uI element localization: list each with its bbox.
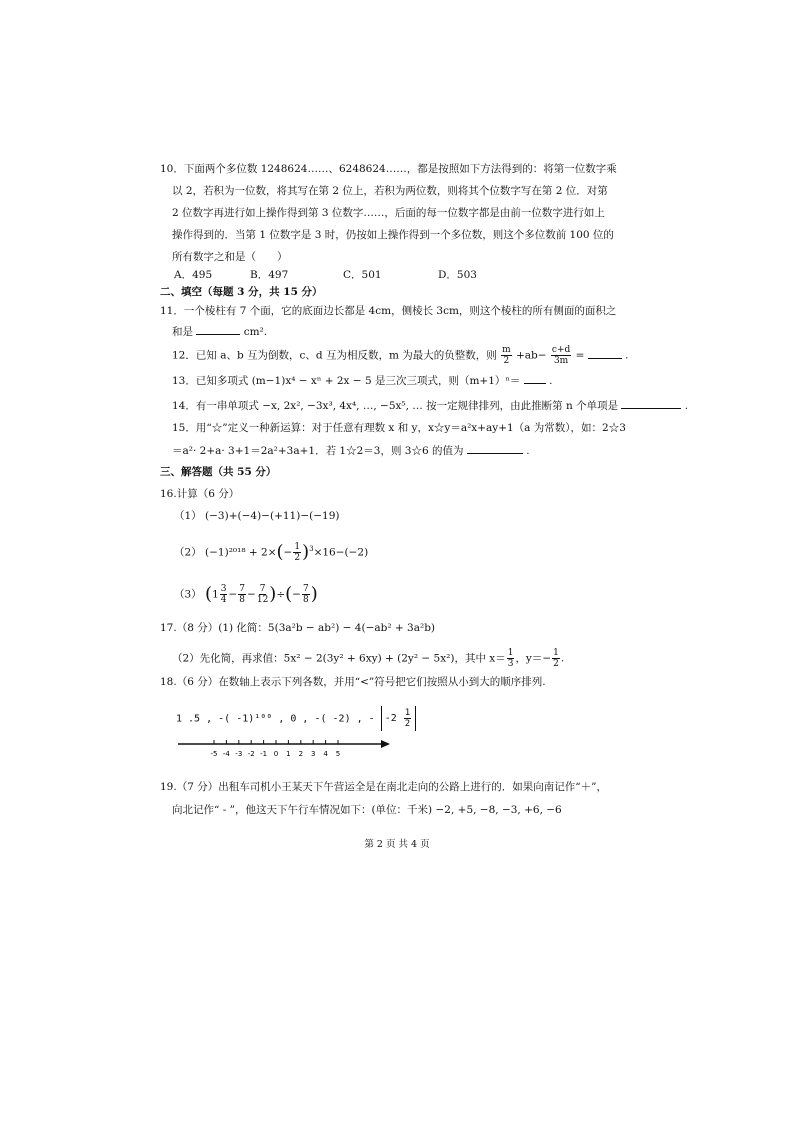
number-line [176, 736, 392, 762]
q17-text-c: . [560, 652, 565, 665]
number-line-tick-label: 4 [323, 750, 328, 758]
q11-answer-blank[interactable] [196, 324, 240, 335]
q17-y-den: 2 [553, 659, 559, 669]
q17-text-b: ，y＝− [515, 652, 552, 665]
q14-line [172, 398, 688, 414]
q10-line-2: 以 2，若积为一位数，将其写在第 2 位上，若积为两位数，则将其个位数字写在第 2 位．对第 [172, 185, 608, 197]
q10-line-4: 操作得到的．当第 1 位数字是 3 时，仍按如上操作得到一个多位数，则这个多位数前 100 位的 [172, 229, 614, 241]
number-line-tick-label: 3 [310, 750, 316, 758]
q11-line-2 [172, 324, 267, 340]
number-line-tick-label: 5 [335, 750, 341, 758]
q12-text-pre: 12．已知 a、b 互为倒数，c、d 互为相反数，m 为最大的负整数，则 [172, 349, 497, 362]
q18-absolute-value [381, 706, 417, 731]
q11-text-b: cm². [243, 326, 268, 338]
q16-p1-expr: (−3)+(−4)−(+11)−(−19) [205, 510, 340, 522]
number-line-tick-label: 2 [298, 750, 304, 758]
q16-p3-label: （3） [174, 588, 202, 601]
number-line-tick-label: 1 [286, 750, 291, 758]
q16-p3-f1-den: 4 [220, 595, 227, 605]
q18-abs-num: 1 [404, 708, 411, 718]
section-3-heading: 三、解答题（共 55 分） [160, 466, 277, 478]
q16-p2-fraction [293, 542, 301, 563]
page-footer: 第 2 页 共 4 页 [364, 839, 430, 850]
number-line-tick-label: -3 [235, 750, 243, 758]
q16-p3-frac-3 [257, 584, 268, 605]
q12-answer-blank[interactable] [588, 348, 622, 359]
q17-y-fraction [552, 648, 560, 669]
q17-y-num: 1 [553, 648, 559, 658]
q16-p1-label: （1） [174, 510, 202, 522]
number-line-tick-label: -2 [247, 750, 255, 758]
q16-part-1 [174, 508, 339, 524]
q16-p3-f4-den: 8 [302, 595, 309, 605]
q13-text-end: . [549, 375, 553, 387]
q16-p2-num: 1 [294, 542, 301, 552]
q18-abs-den: 2 [404, 719, 411, 729]
q17-line-1: 17.（8 分）(1) 化简：5(3a²b − ab²) − 4(−ab² + 3a²b) [160, 622, 436, 634]
q10-line-3: 2 位数字再进行如上操作得到第 3 位数字……，后面的每一位数字都是由前一位数字进行如上 [172, 207, 605, 219]
q18-numbers [176, 706, 416, 731]
q10-option-a: A．495 [174, 269, 213, 281]
q17-x-den: 3 [507, 659, 514, 669]
q12-f1-den: 2 [503, 356, 510, 366]
q10-line-1: 10．下面两个多位数 1248624……、6248624……，都是按照如下方法得到的：将第一位数字乘 [160, 163, 617, 175]
q16-p3-f3-num: 7 [259, 584, 266, 594]
q14-text: 14．有一串单项式 −x, 2x², −3x³, 4x⁴, …, −5x⁵, … 按一定规律排列，由此推断第 n 个单项是 [172, 400, 619, 412]
number-line-tick-label: -1 [260, 750, 268, 758]
q18-number-list: 1 .5 , -( -1)¹⁰⁰ , 0 , -( -2) , - [176, 713, 381, 725]
q12-text-mid: +ab− [516, 349, 547, 362]
q17-line-2 [172, 648, 564, 669]
q12-fraction-2 [551, 345, 571, 366]
q18-line-1: 18.（6 分）在数轴上表示下列各数，并用“<”符号把它们按照从小到大的顺序排列. [160, 676, 546, 688]
q15-answer-blank[interactable] [467, 443, 523, 454]
q16-p3-frac-4 [302, 584, 310, 605]
number-line-ticks [211, 740, 341, 758]
q16-p3-f2-num: 7 [239, 584, 246, 594]
q17-x-num: 1 [507, 648, 514, 658]
q12-text-end: . [625, 349, 629, 362]
q12-fraction-1 [501, 345, 512, 366]
q15-line-2 [172, 443, 530, 459]
q13-answer-blank[interactable] [524, 373, 546, 384]
q16-p2-expr-b: ×16−(−2) [313, 546, 369, 559]
q18-abs-fraction [404, 708, 411, 729]
q12-f2-num: c+d [551, 345, 571, 355]
q10-option-c: C．501 [343, 269, 382, 281]
q11-text-a: 和是 [172, 326, 193, 338]
q19-line-2: 向北记作“ - ”，他这天下午行车情况如下：(单位：千米) −2, +5, −8, −3, +6, −6 [172, 804, 562, 816]
number-line-tick-label: -4 [222, 750, 230, 758]
number-line-tick-label: -5 [210, 750, 218, 758]
q16-p3-f2-den: 8 [239, 595, 246, 605]
q17-text-a: （2）先化简，再求值：5x² − 2(3y² + 6xy) + (2y² − 5x²)，其中 x＝ [172, 652, 506, 665]
q16-p3-frac-2 [238, 584, 246, 605]
q16-p3-whole: 1 [212, 588, 219, 601]
q16-p2-label: （2） [174, 546, 202, 559]
q16-p3-f1-num: 3 [220, 584, 227, 594]
q13-text: 13．已知多项式 (m−1)x⁴ − xⁿ + 2x − 5 是三次三项式，则（m+1）ⁿ＝ [172, 375, 521, 387]
q12-text-post: = [575, 349, 585, 362]
q12-line [172, 345, 628, 366]
section-2-heading: 二、填空（每题 3 分，共 15 分） [160, 286, 323, 298]
q10-option-d: D．503 [438, 269, 477, 281]
q14-text-end: . [684, 400, 689, 412]
number-line-tick-label: 0 [273, 750, 279, 758]
q18-abs-whole: -2 [384, 712, 397, 724]
q16-p3-f3-den: 12 [256, 595, 269, 605]
q16-p2-den: 2 [294, 553, 301, 563]
number-line-arrow [381, 740, 390, 748]
q12-f2-den: 3m [553, 356, 569, 366]
q16-p3-frac-1 [220, 584, 228, 605]
q13-line [172, 373, 552, 389]
q16-p2-expr-a: (−1)²⁰¹⁸ + 2× [205, 546, 277, 559]
q14-answer-blank[interactable] [621, 398, 681, 409]
q16-part-2: （2） (−1)²⁰¹⁸ + 2×(− $\frac{1}{2}$ )$^3$×16−(−2) [174, 541, 369, 563]
q16-p3-f4-num: 7 [302, 584, 309, 594]
q19-line-1: 19.（7 分）出租车司机小王某天下午营运全是在南北走向的公路上进行的．如果向南记作“＋”， [160, 781, 607, 793]
q16-part-3: （3） (1 $\frac{3}{4}$ − $\frac{7}{8}$ − $\frac{7}{12}$ )÷(− $\frac{7}{8}$ ) [174, 583, 318, 605]
q15-line-1: 15．用“☆”定义一种新运算：对于任意有理数 x 和 y，x☆y＝a²x+ay+1（a 为常数），如：2☆3 [172, 422, 626, 434]
q16-title: 16.计算（6 分） [160, 488, 240, 500]
q11-line-1: 11．一个棱柱有 7 个面，它的底面边长都是 4cm，侧棱长 3cm，则这个棱柱的所有侧面的面积之 [160, 305, 617, 317]
q10-option-b: B．497 [250, 269, 289, 281]
q17-x-fraction [507, 648, 515, 669]
q15-text-b: . [526, 445, 530, 457]
q12-f1-num: m [502, 345, 511, 355]
q15-text-a: ＝a²· 2+a· 3+1＝2a²+3a+1．若 1☆2＝3，则 3☆6 的值为 [172, 445, 464, 457]
q10-line-5: 所有数字之和是（ ） [172, 251, 288, 263]
